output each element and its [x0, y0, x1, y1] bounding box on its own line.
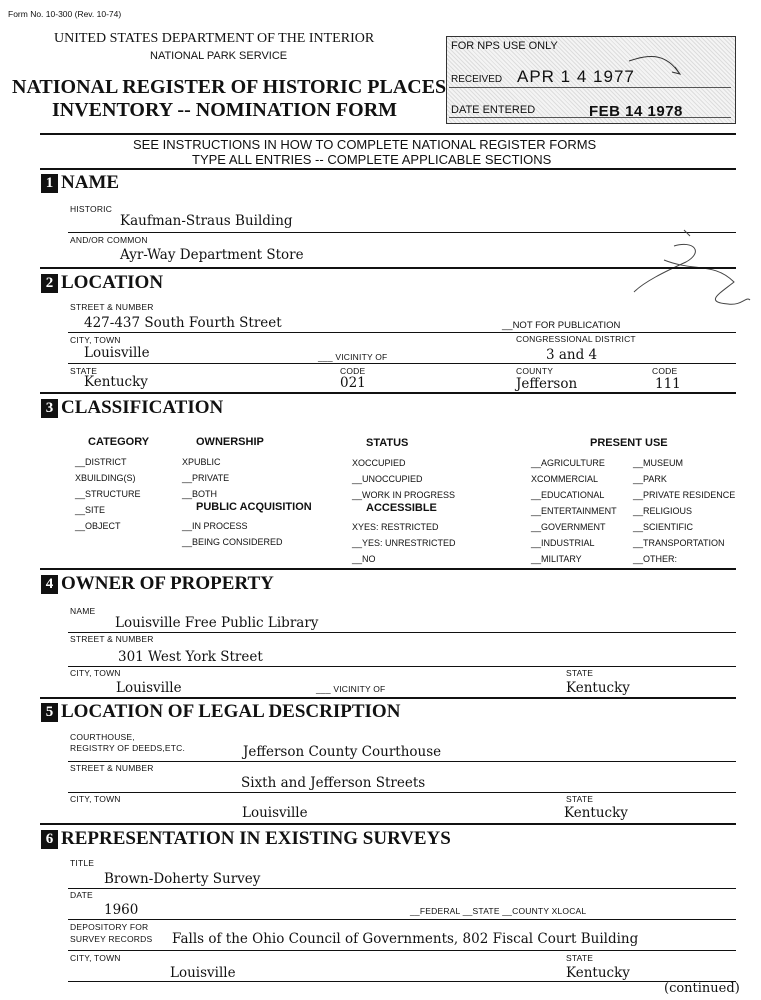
accessible-option: __NO — [352, 554, 376, 564]
status-heading: STATUS — [366, 437, 409, 449]
present-use-option: __AGRICULTURE — [531, 458, 605, 468]
service-heading: NATIONAL PARK SERVICE — [150, 50, 288, 62]
courthouse-label-1: COURTHOUSE, — [70, 732, 135, 742]
instructions-line-1: SEE INSTRUCTIONS IN HOW TO COMPLETE NATIONAL REGISTER FORMS — [133, 137, 597, 152]
nps-use-box — [446, 36, 736, 124]
ownership-options — [182, 454, 229, 502]
present-use-option: __PARK — [633, 474, 667, 484]
county-field: Jefferson — [516, 376, 578, 392]
section-title: REPRESENTATION IN EXISTING SURVEYS — [61, 828, 451, 849]
depository-state-field: Kentucky — [566, 965, 630, 981]
not-for-publication-option: __NOT FOR PUBLICATION — [502, 320, 621, 331]
section-1-header — [41, 172, 119, 194]
section-title: OWNER OF PROPERTY — [61, 573, 274, 594]
category-options — [75, 454, 141, 534]
survey-date-label: DATE — [70, 890, 93, 900]
present-use-options-right — [633, 455, 735, 567]
status-options — [352, 455, 455, 503]
section-4-header — [41, 573, 274, 595]
section-number: 1 — [41, 174, 58, 193]
accessible-options — [352, 519, 456, 567]
date-entered-value: FEB 14 1978 — [589, 103, 683, 120]
form-number: Form No. 10-300 (Rev. 10-74) — [8, 9, 122, 19]
depository-field: Falls of the Ohio Council of Governments, 802 Fiscal Court Building — [172, 931, 639, 947]
section-number: 6 — [41, 830, 58, 849]
section-title: LOCATION — [61, 272, 164, 293]
historic-label: HISTORIC — [70, 204, 113, 214]
present-use-option: __RELIGIOUS — [633, 506, 693, 516]
state-label: STATE — [70, 366, 98, 376]
depository-state-label: STATE — [566, 953, 594, 963]
accessible-heading: ACCESSIBLE — [366, 502, 437, 514]
accessible-option: __YES: UNRESTRICTED — [352, 538, 456, 548]
survey-title-field: Brown-Doherty Survey — [104, 871, 261, 887]
depository-label-1: DEPOSITORY FOR — [70, 922, 149, 932]
owner-city-field: Louisville — [116, 680, 182, 696]
category-option: __SITE — [75, 505, 106, 515]
present-use-options-left — [531, 455, 617, 567]
common-name-field: Ayr-Way Department Store — [120, 247, 304, 263]
owner-name-label: NAME — [70, 606, 96, 616]
county-label: COUNTY — [516, 366, 554, 376]
ownership-heading: OWNERSHIP — [196, 436, 264, 448]
received-date: APR 1 4 1977 — [517, 67, 635, 86]
section-2-header — [41, 272, 163, 294]
county-code-label: CODE — [652, 366, 678, 376]
courthouse-label-2: REGISTRY OF DEEDS,ETC. — [70, 743, 186, 753]
status-option: XOCCUPIED — [352, 458, 406, 468]
present-use-option: __GOVERNMENT — [531, 522, 606, 532]
owner-state-label: STATE — [566, 668, 594, 678]
state-code-label: CODE — [340, 366, 366, 376]
ownership-option: __PRIVATE — [182, 473, 230, 483]
form-title-2: INVENTORY -- NOMINATION FORM — [52, 99, 398, 121]
section-5-header — [41, 701, 400, 723]
state-field: Kentucky — [84, 374, 148, 390]
section-number: 2 — [41, 274, 58, 293]
owner-name-field: Louisville Free Public Library — [115, 615, 319, 631]
present-use-option: __SCIENTIFIC — [633, 522, 694, 532]
street-field: 427-437 South Fourth Street — [84, 315, 282, 331]
legal-state-field: Kentucky — [564, 805, 628, 821]
section-6-header — [41, 828, 451, 850]
vicinity-option: ___ VICINITY OF — [318, 352, 388, 362]
county-code-field: 111 — [655, 376, 681, 392]
survey-date-field: 1960 — [104, 902, 139, 918]
category-option: __STRUCTURE — [75, 489, 141, 499]
congressional-district-field: 3 and 4 — [546, 347, 598, 363]
owner-city-label: CITY, TOWN — [70, 668, 121, 678]
section-number: 3 — [41, 399, 58, 418]
depository-city-field: Louisville — [170, 965, 236, 981]
present-use-option: XCOMMERCIAL — [531, 474, 599, 484]
category-option: __OBJECT — [75, 521, 121, 531]
ownership-option: __BOTH — [182, 489, 218, 499]
present-use-heading: PRESENT USE — [590, 437, 668, 449]
depository-label-2: SURVEY RECORDS — [70, 934, 153, 944]
city-label: CITY, TOWN — [70, 335, 121, 345]
form-title-1: NATIONAL REGISTER OF HISTORIC PLACES — [12, 76, 447, 98]
survey-level-options: __FEDERAL __STATE __COUNTY XLOCAL — [410, 906, 587, 916]
congressional-district-label: CONGRESSIONAL DISTRICT — [516, 334, 636, 344]
section-number: 4 — [41, 575, 58, 594]
present-use-option: __OTHER: — [633, 554, 678, 564]
continued-note: (continued) — [664, 981, 740, 996]
legal-city-label: CITY, TOWN — [70, 794, 121, 804]
nps-use-label: FOR NPS USE ONLY — [451, 40, 558, 52]
common-name-label: AND/OR COMMON — [70, 235, 148, 245]
department-heading: UNITED STATES DEPARTMENT OF THE INTERIOR — [54, 31, 375, 46]
section-title: LOCATION OF LEGAL DESCRIPTION — [61, 701, 401, 722]
acquisition-option: __IN PROCESS — [182, 521, 248, 531]
legal-street-field: Sixth and Jefferson Streets — [241, 775, 426, 791]
received-label: RECEIVED — [451, 74, 503, 85]
street-label: STREET & NUMBER — [70, 302, 154, 312]
owner-street-field: 301 West York Street — [118, 649, 263, 665]
section-title: CLASSIFICATION — [61, 397, 224, 418]
legal-state-label: STATE — [566, 794, 594, 804]
section-title: NAME — [61, 172, 120, 193]
present-use-option: __PRIVATE RESIDENCE — [633, 490, 736, 500]
courthouse-field: Jefferson County Courthouse — [243, 744, 442, 760]
present-use-option: __ENTERTAINMENT — [531, 506, 617, 516]
category-heading: CATEGORY — [88, 436, 150, 448]
status-option: __WORK IN PROGRESS — [352, 490, 456, 500]
acquisition-options — [182, 518, 283, 550]
status-option: __UNOCCUPIED — [352, 474, 423, 484]
present-use-option: __MUSEUM — [633, 458, 684, 468]
category-option: __DISTRICT — [75, 457, 127, 467]
present-use-option: __EDUCATIONAL — [531, 490, 605, 500]
signature-scribble-icon — [624, 222, 754, 322]
pen-mark-icon — [627, 51, 687, 81]
acquisition-option: __BEING CONSIDERED — [182, 537, 283, 547]
survey-title-label: TITLE — [70, 858, 95, 868]
present-use-option: __MILITARY — [531, 554, 582, 564]
present-use-option: __TRANSPORTATION — [633, 538, 725, 548]
owner-vicinity-option: ___ VICINITY OF — [316, 684, 386, 694]
city-field: Louisville — [84, 345, 150, 361]
section-number: 5 — [41, 703, 58, 722]
legal-street-label: STREET & NUMBER — [70, 763, 154, 773]
state-code-field: 021 — [340, 375, 366, 391]
owner-state-field: Kentucky — [566, 680, 630, 696]
historic-name-field: Kaufman-Straus Building — [120, 213, 293, 229]
category-option: XBUILDING(S) — [75, 473, 136, 483]
instructions-line-2: TYPE ALL ENTRIES -- COMPLETE APPLICABLE SECTIONS — [192, 152, 552, 167]
depository-city-label: CITY, TOWN — [70, 953, 121, 963]
present-use-option: __INDUSTRIAL — [531, 538, 595, 548]
owner-street-label: STREET & NUMBER — [70, 634, 154, 644]
ownership-option: XPUBLIC — [182, 457, 221, 467]
section-3-header — [41, 397, 223, 419]
accessible-option: XYES: RESTRICTED — [352, 522, 439, 532]
public-acquisition-heading: PUBLIC ACQUISITION — [196, 501, 312, 513]
legal-city-field: Louisville — [242, 805, 308, 821]
date-entered-label: DATE ENTERED — [451, 104, 536, 116]
